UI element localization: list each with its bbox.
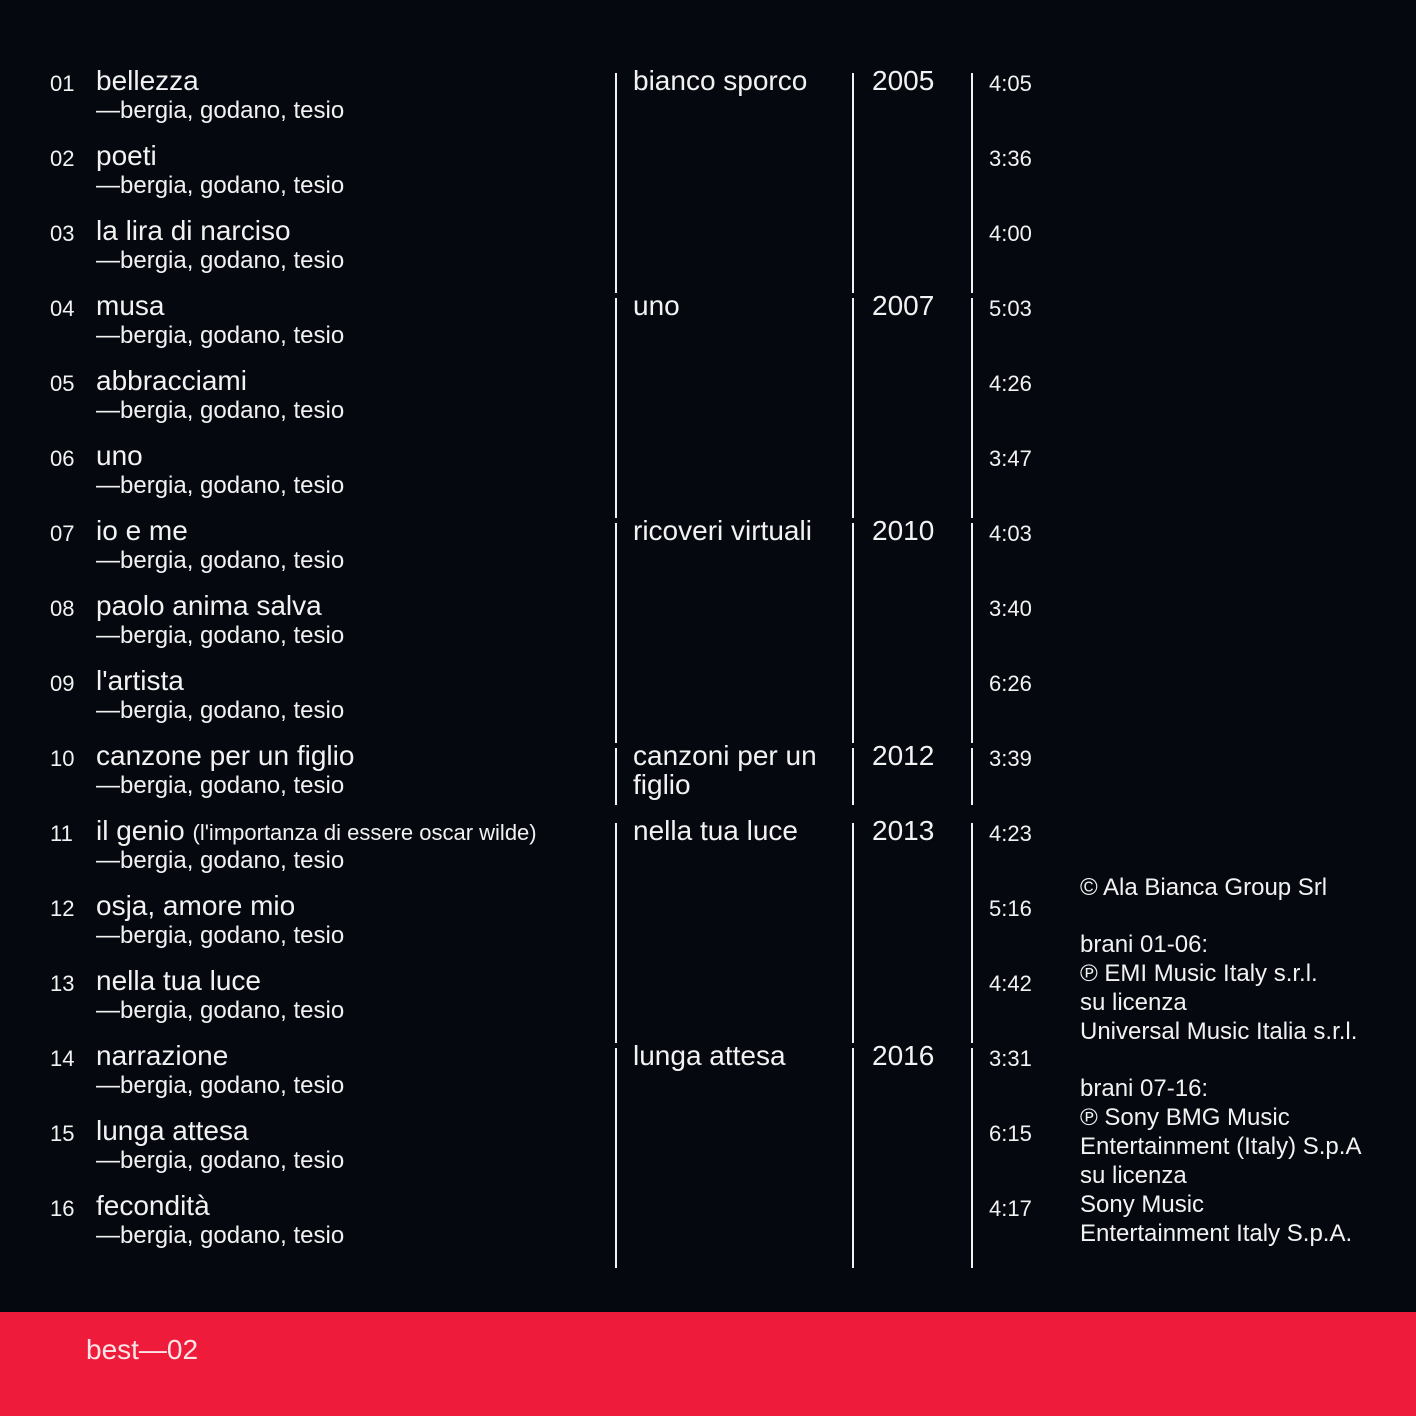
track-title bbox=[96, 740, 354, 772]
track-row bbox=[0, 813, 620, 888]
column-divider bbox=[971, 73, 973, 293]
column-divider bbox=[971, 748, 973, 805]
track-number: 15 bbox=[50, 1121, 75, 1146]
track-number: 14 bbox=[50, 1046, 75, 1071]
track-number: 12 bbox=[50, 896, 75, 921]
track-row bbox=[0, 63, 620, 138]
track-authors: —bergia, godano, tesio bbox=[96, 247, 345, 274]
track-duration: 4:17 bbox=[989, 1196, 1032, 1221]
track-row bbox=[0, 663, 620, 738]
column-divider bbox=[852, 73, 854, 293]
track-title bbox=[96, 890, 295, 922]
track-authors: —bergia, godano, tesio bbox=[96, 472, 345, 499]
track-title-text: abbracciami bbox=[96, 365, 247, 396]
track-row bbox=[0, 1038, 620, 1113]
track-row bbox=[0, 213, 620, 288]
track-row bbox=[0, 363, 620, 438]
track-authors: —bergia, godano, tesio bbox=[96, 97, 345, 124]
track-duration: 3:31 bbox=[989, 1046, 1032, 1071]
track-title-text: narrazione bbox=[96, 1040, 229, 1071]
column-divider bbox=[852, 748, 854, 805]
track-title-text: fecondità bbox=[96, 1190, 210, 1221]
track-number: 13 bbox=[50, 971, 75, 996]
track-duration: 4:23 bbox=[989, 821, 1032, 846]
column-divider bbox=[615, 523, 617, 743]
track-number: 08 bbox=[50, 596, 75, 621]
track-number: 07 bbox=[50, 521, 75, 546]
column-divider bbox=[971, 823, 973, 1043]
track-authors: —bergia, godano, tesio bbox=[96, 322, 345, 349]
column-divider bbox=[615, 823, 617, 1043]
track-authors: —bergia, godano, tesio bbox=[96, 1147, 345, 1174]
track-duration: 6:15 bbox=[989, 1121, 1032, 1146]
track-title-text: uno bbox=[96, 440, 143, 471]
track-title bbox=[96, 815, 537, 847]
track-number: 06 bbox=[50, 446, 75, 471]
album-year: 2010 bbox=[872, 515, 935, 546]
track-row bbox=[0, 288, 620, 363]
album-title: canzoni per un figlio bbox=[633, 740, 817, 800]
track-number: 02 bbox=[50, 146, 75, 171]
track-title-text: musa bbox=[96, 290, 165, 321]
album-year: 2012 bbox=[872, 740, 935, 771]
album-year: 2016 bbox=[872, 1040, 935, 1071]
album-title: ricoveri virtuali bbox=[633, 515, 812, 546]
track-title bbox=[96, 365, 247, 397]
column-divider bbox=[615, 73, 617, 293]
track-duration: 4:42 bbox=[989, 971, 1032, 996]
album-year: 2013 bbox=[872, 815, 935, 846]
track-authors: —bergia, godano, tesio bbox=[96, 547, 345, 574]
footer-band bbox=[0, 1312, 1416, 1416]
column-divider bbox=[852, 823, 854, 1043]
track-row bbox=[0, 963, 620, 1038]
album-title: lunga attesa bbox=[633, 1040, 786, 1071]
track-title-text: la lira di narciso bbox=[96, 215, 291, 246]
track-title bbox=[96, 1040, 228, 1072]
column-divider bbox=[615, 298, 617, 518]
track-title-text: io e me bbox=[96, 515, 188, 546]
track-row bbox=[0, 1113, 620, 1188]
column-divider bbox=[852, 298, 854, 518]
column-divider bbox=[852, 523, 854, 743]
track-authors: —bergia, godano, tesio bbox=[96, 172, 345, 199]
column-divider bbox=[971, 298, 973, 518]
track-number: 16 bbox=[50, 1196, 75, 1221]
album-title: uno bbox=[633, 290, 680, 321]
track-title-text: osja, amore mio bbox=[96, 890, 296, 921]
column-divider bbox=[852, 1048, 854, 1268]
track-title bbox=[96, 215, 291, 247]
column-divider bbox=[971, 523, 973, 743]
track-duration: 4:00 bbox=[989, 221, 1032, 246]
track-title bbox=[96, 1190, 210, 1222]
track-authors: —bergia, godano, tesio bbox=[96, 697, 345, 724]
track-number: 09 bbox=[50, 671, 75, 696]
track-authors: —bergia, godano, tesio bbox=[96, 622, 345, 649]
track-authors: —bergia, godano, tesio bbox=[96, 397, 345, 424]
track-title-text: nella tua luce bbox=[96, 965, 262, 996]
track-authors: —bergia, godano, tesio bbox=[96, 1072, 345, 1099]
track-authors: —bergia, godano, tesio bbox=[96, 772, 345, 799]
track-duration: 3:36 bbox=[989, 146, 1032, 171]
track-title bbox=[96, 440, 143, 472]
track-title bbox=[96, 665, 184, 697]
track-number: 01 bbox=[50, 71, 75, 96]
track-duration: 5:16 bbox=[989, 896, 1032, 921]
track-number: 10 bbox=[50, 746, 75, 771]
track-title bbox=[96, 965, 261, 997]
track-row bbox=[0, 513, 620, 588]
track-authors: —bergia, godano, tesio bbox=[96, 847, 345, 874]
track-title-text: canzone per un figlio bbox=[96, 740, 355, 771]
track-duration: 4:26 bbox=[989, 371, 1032, 396]
footer-label: best—02 bbox=[86, 1334, 199, 1365]
column-divider bbox=[615, 748, 617, 805]
track-number: 04 bbox=[50, 296, 75, 321]
album-year: 2007 bbox=[872, 290, 935, 321]
track-title bbox=[96, 515, 188, 547]
track-duration: 4:05 bbox=[989, 71, 1032, 96]
track-duration: 6:26 bbox=[989, 671, 1032, 696]
track-row bbox=[0, 738, 620, 813]
track-duration: 3:47 bbox=[989, 446, 1032, 471]
track-title-text: poeti bbox=[96, 140, 157, 171]
track-number: 11 bbox=[50, 821, 73, 846]
track-subtitle: (l'importanza di essere oscar wilde) bbox=[192, 820, 537, 845]
album-year: 2005 bbox=[872, 65, 935, 96]
track-title bbox=[96, 65, 199, 97]
track-number: 05 bbox=[50, 371, 75, 396]
track-row bbox=[0, 138, 620, 213]
track-duration: 3:40 bbox=[989, 596, 1032, 621]
track-row bbox=[0, 438, 620, 513]
track-title-text: paolo anima salva bbox=[96, 590, 322, 621]
credits bbox=[1080, 873, 1400, 1276]
track-title bbox=[96, 140, 157, 172]
track-authors: —bergia, godano, tesio bbox=[96, 997, 345, 1024]
track-duration: 5:03 bbox=[989, 296, 1032, 321]
track-row bbox=[0, 888, 620, 963]
album-title: nella tua luce bbox=[633, 815, 799, 846]
track-row bbox=[0, 1188, 620, 1263]
track-title-text: bellezza bbox=[96, 65, 199, 96]
copyright-line: © Ala Bianca Group Srl bbox=[1080, 874, 1328, 901]
track-title bbox=[96, 1115, 249, 1147]
track-duration: 3:39 bbox=[989, 746, 1032, 771]
column-divider bbox=[971, 1048, 973, 1268]
credits-block-2: brani 07-16: ℗ Sony BMG Music Entertainment (Italy) S.p.A su licenza Sony Music Entertainment Italy S.p.A. bbox=[1080, 1075, 1362, 1247]
track-title bbox=[96, 590, 322, 622]
track-row bbox=[0, 588, 620, 663]
track-title-text: il genio bbox=[96, 815, 185, 846]
album-title: bianco sporco bbox=[633, 65, 808, 96]
track-title-text: l'artista bbox=[96, 665, 184, 696]
track-duration: 4:03 bbox=[989, 521, 1032, 546]
column-divider bbox=[615, 1048, 617, 1268]
track-authors: —bergia, godano, tesio bbox=[96, 1222, 345, 1249]
credits-block-1: brani 01-06: ℗ EMI Music Italy s.r.l. su licenza Universal Music Italia s.r.l. bbox=[1080, 931, 1358, 1045]
track-authors: —bergia, godano, tesio bbox=[96, 922, 345, 949]
track-title-text: lunga attesa bbox=[96, 1115, 249, 1146]
track-title bbox=[96, 290, 164, 322]
track-number: 03 bbox=[50, 221, 75, 246]
